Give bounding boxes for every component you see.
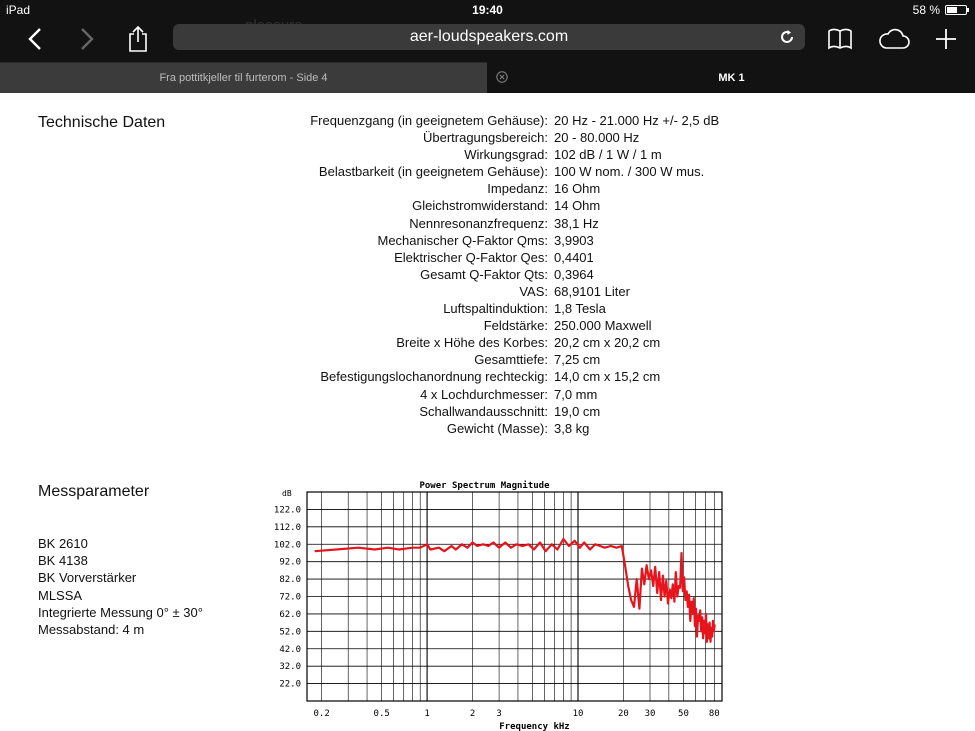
new-tab-icon (935, 28, 957, 50)
tab-inactive[interactable] (0, 62, 487, 93)
spec-label: Wirkungsgrad: (464, 147, 548, 163)
spec-row (240, 420, 800, 437)
y-tick-label: 22.0 (279, 679, 301, 690)
spec-label: Luftspaltinduktion: (443, 301, 548, 317)
x-tick-label: 0.5 (373, 709, 390, 719)
y-tick-label: 62.0 (279, 609, 301, 620)
bookmarks-button[interactable] (823, 22, 857, 56)
spec-row (240, 317, 800, 334)
response-line (315, 539, 715, 642)
y-tick-label: 102.0 (273, 540, 301, 551)
spec-row (240, 146, 800, 163)
tab-close-icon (496, 71, 508, 83)
icloud-tabs-button[interactable] (877, 22, 911, 56)
battery-percent: 58 % (912, 3, 940, 17)
x-tick-label: 20 (618, 709, 629, 719)
spec-value: 100 W nom. / 300 W mus. (554, 164, 705, 180)
status-time: 19:40 (472, 3, 503, 17)
spec-label: Schallwandausschnitt: (419, 403, 548, 419)
x-tick-label: 2 (469, 709, 476, 719)
y-axis-label: dB (282, 489, 292, 498)
measurement-param: MLSSA (38, 587, 83, 603)
y-tick-label: 112.0 (273, 522, 301, 533)
chart-title: Power Spectrum Magnitude (419, 481, 550, 491)
spec-row (240, 197, 800, 214)
back-icon (27, 27, 43, 51)
share-icon (127, 25, 149, 53)
y-tick-label: 82.0 (279, 575, 301, 586)
spec-row (240, 334, 800, 351)
spec-row (240, 112, 800, 129)
measurement-params-list (38, 535, 203, 638)
x-tick-label: 10 (572, 709, 584, 719)
spec-table (240, 112, 800, 437)
spec-label: Nennresonanzfrequenz: (409, 215, 548, 231)
spec-label: Breite x Höhe des Korbes: (396, 335, 548, 351)
x-tick-label: 1 (424, 709, 430, 719)
spec-label: VAS: (519, 283, 548, 299)
x-tick-label: 3 (496, 709, 502, 719)
spec-value: 38,1 Hz (554, 215, 599, 231)
spec-value: 102 dB / 1 W / 1 m (554, 147, 662, 163)
tab-close-button[interactable] (494, 69, 510, 85)
spec-row (240, 368, 800, 385)
status-bar (0, 0, 975, 20)
spec-value: 20 Hz - 21.000 Hz +/- 2,5 dB (554, 113, 720, 128)
spec-value: 3,8 kg (554, 420, 590, 436)
y-tick-label: 52.0 (279, 627, 301, 638)
spec-label: Gleichstromwiderstand: (412, 198, 548, 214)
spec-value: 0,3964 (554, 266, 594, 282)
spec-value: 0,4401 (554, 249, 594, 265)
spec-value: 14,0 cm x 15,2 cm (554, 369, 661, 385)
share-button[interactable] (121, 22, 155, 56)
spec-row (240, 351, 800, 368)
forward-icon (79, 27, 95, 51)
measurement-param: Integrierte Messung 0° ± 30° (38, 604, 203, 620)
device-name: iPad (6, 3, 31, 17)
spec-value: 7,25 cm (554, 352, 601, 368)
url-text: aer-loudspeakers.com (409, 28, 569, 45)
battery-indicator (913, 3, 967, 17)
frequency-response-chart (262, 476, 732, 731)
x-axis-label: Frequency kHz (499, 722, 570, 731)
spec-value: 14 Ohm (554, 198, 601, 214)
tab-bar (0, 62, 975, 93)
y-tick-label: 42.0 (279, 644, 301, 655)
reload-button[interactable] (777, 27, 797, 47)
spec-value: 7,0 mm (554, 386, 598, 402)
y-tick-label: 32.0 (279, 662, 301, 673)
tab-active-title: MK 1 (718, 71, 745, 84)
spec-row (240, 386, 800, 403)
spec-label: Übertragungsbereich: (422, 130, 548, 146)
spec-value: 68,9101 Liter (554, 283, 630, 299)
icloud-tabs-icon (877, 28, 911, 50)
measurement-param: Messabstand: 4 m (38, 622, 145, 638)
battery-icon (945, 5, 967, 15)
new-tab-button[interactable] (929, 22, 963, 56)
x-tick-label: 30 (644, 709, 656, 719)
tab-active[interactable] (488, 62, 975, 93)
measurement-param: BK 2610 (38, 536, 88, 551)
address-bar[interactable] (173, 24, 805, 50)
technical-data-title: Technische Daten (38, 114, 166, 131)
browser-chrome (0, 0, 975, 93)
spec-label: Gesamttiefe: (474, 352, 548, 368)
spec-row (240, 215, 800, 232)
forward-button[interactable] (70, 22, 104, 56)
x-tick-label: 0.2 (313, 709, 330, 719)
spec-label: Gesamt Q-Faktor Qts: (420, 266, 548, 282)
spec-value: 20 - 80.000 Hz (554, 130, 640, 146)
y-tick-label: 92.0 (279, 557, 301, 568)
spec-row (240, 283, 800, 300)
spec-row (240, 300, 800, 317)
spec-label: Elektrischer Q-Faktor Qes: (394, 249, 548, 265)
spec-label: Befestigungslochanordnung rechteckig: (320, 369, 548, 385)
spec-row (240, 232, 800, 249)
spec-value: 19,0 cm (554, 403, 601, 419)
spec-row (240, 129, 800, 146)
spec-row (240, 163, 800, 180)
measurement-param: BK 4138 (38, 553, 88, 569)
spec-label: 4 x Lochdurchmesser: (420, 386, 548, 402)
measurement-param: BK Vorverstärker (38, 570, 137, 586)
y-tick-label: 72.0 (279, 592, 301, 603)
bookmarks-icon (827, 28, 853, 50)
spec-row (240, 180, 800, 197)
reload-icon (779, 29, 795, 45)
spec-label: Gewicht (Masse): (446, 420, 548, 436)
back-button[interactable] (18, 22, 52, 56)
spec-row (240, 249, 800, 266)
spec-label: Frequenzgang (in geeignetem Gehäuse): (310, 113, 548, 128)
browser-toolbar (0, 20, 975, 62)
spec-value: 16 Ohm (554, 181, 601, 197)
x-tick-label: 50 (678, 709, 689, 719)
spec-value: 250.000 Maxwell (554, 318, 652, 334)
tab-inactive-title: Fra pottitkjeller til furterom - Side 4 (159, 72, 328, 84)
x-tick-label: 80 (708, 709, 720, 719)
spec-row (240, 403, 800, 420)
measurement-params-title: Messparameter (38, 483, 150, 500)
spec-value: 3,9903 (554, 232, 594, 248)
spec-label: Feldstärke: (483, 318, 548, 334)
spec-value: 1,8 Tesla (554, 301, 606, 317)
spec-label: Impedanz: (487, 181, 548, 197)
spec-label: Belastbarkeit (in geeignetem Gehäuse): (318, 164, 548, 180)
spec-row (240, 266, 800, 283)
spec-value: 20,2 cm x 20,2 cm (554, 335, 661, 351)
spec-label: Mechanischer Q-Faktor Qms: (377, 232, 548, 248)
y-tick-label: 122.0 (273, 505, 301, 516)
